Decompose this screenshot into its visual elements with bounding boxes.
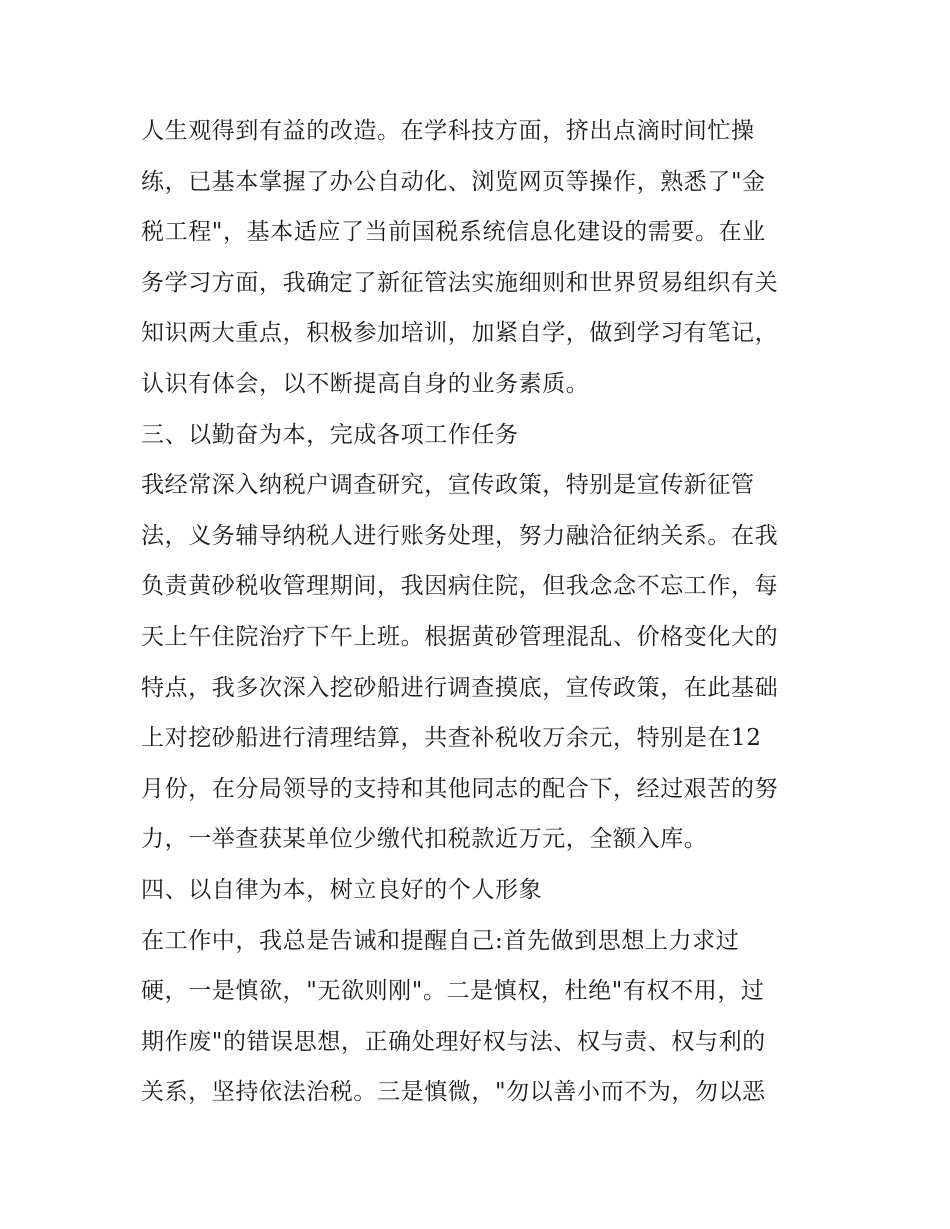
text-line: 认识有体会，以不断提高自身的业务素质。 (141, 370, 590, 397)
text-line: 力，一举查获某单位少缴代扣税款近万元，全额入库。 (141, 826, 708, 853)
text-line: 税工程"，基本适应了当前国税系统信息化建设的需要。在业 (141, 219, 766, 246)
text-line: 负责黄砂税收管理期间，我因病住院，但我念念不忘工作，每 (141, 573, 779, 600)
text-line: 在工作中，我总是告诫和提醒自己:首先做到思想上力求过 (141, 927, 740, 954)
text-line: 人生观得到有益的改造。在学科技方面，挤出点滴时间忙操 (141, 118, 755, 144)
section-heading: 四、以自律为本，树立良好的个人形象 (141, 876, 543, 903)
text-line: 硬，一是慎欲，"无欲则刚"。二是慎权，杜绝"有权不用，过 (141, 978, 765, 1005)
text-line: 天上午住院治疗下午上班。根据黄砂管理混乱、价格变化大的 (141, 623, 779, 650)
section-heading: 三、以勤奋为本，完成各项工作任务 (141, 421, 519, 448)
text-line: 期作废"的错误思想，正确处理好权与法、权与责、权与利的 (141, 1028, 766, 1055)
text-line: 知识两大重点，积极参加培训，加紧自学，做到学习有笔记， (141, 320, 779, 347)
text-line: 上对挖砂船进行清理结算，共查补税收万余元，特别是在12 (141, 725, 762, 752)
body-text (141, 106, 821, 1118)
text-line: 关系，坚持依法治税。三是慎微，"勿以善小而不为，勿以恶 (141, 1079, 766, 1106)
text-line: 务学习方面，我确定了新征管法实施细则和世界贸易组织有关 (141, 269, 779, 296)
text-line: 我经常深入纳税户调查研究，宣传政策，特别是宣传新征管 (141, 472, 755, 499)
text-line: 特点，我多次深入挖砂船进行调查摸底，宣传政策，在此基础 (141, 674, 779, 701)
text-line: 练，已基本掌握了办公自动化、浏览网页等操作，熟悉了"金 (141, 168, 766, 195)
text-line: 法，义务辅导纳税人进行账务处理，努力融洽征纳关系。在我 (141, 522, 779, 549)
text-line: 月份，在分局领导的支持和其他同志的配合下，经过艰苦的努 (141, 775, 779, 802)
